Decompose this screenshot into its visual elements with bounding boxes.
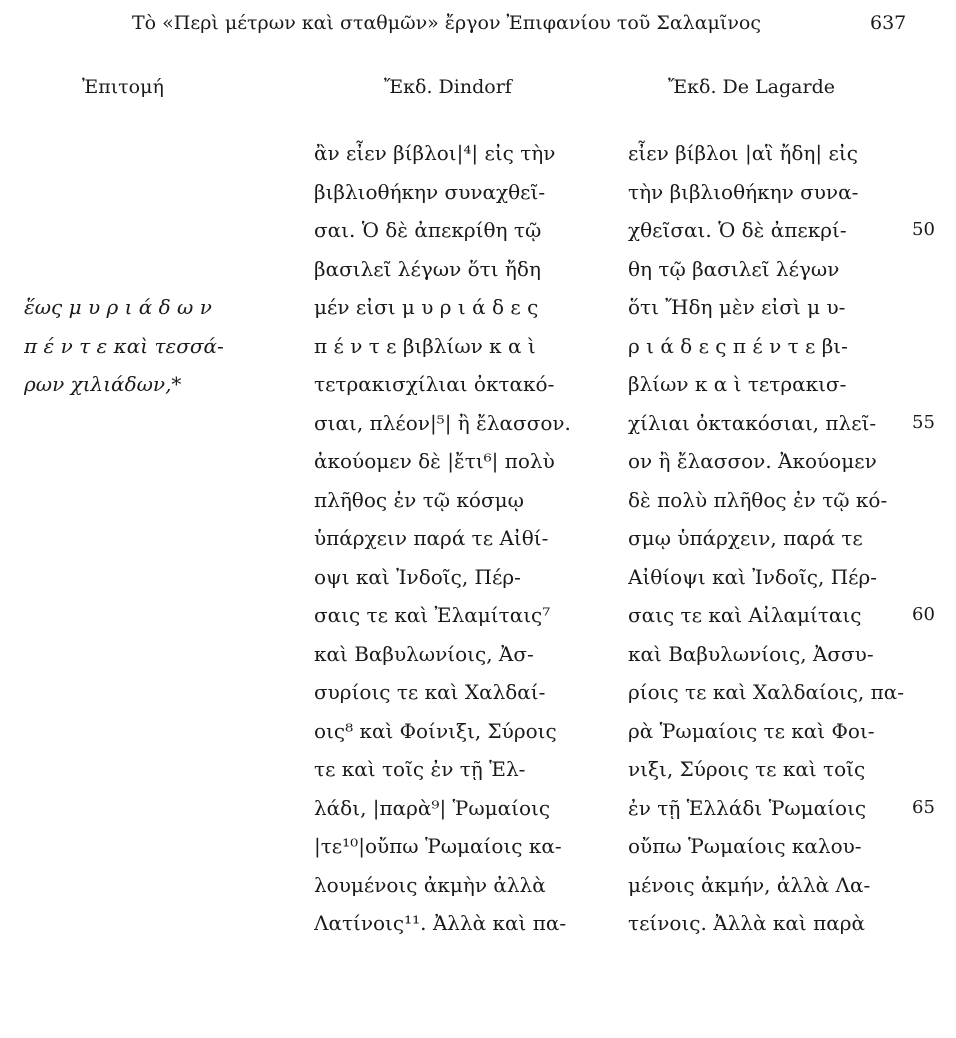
column-heading-de-lagarde: Ἔκδ. De Lagarde (668, 76, 835, 98)
page-number: 637 (870, 12, 907, 34)
text-line: μένοις ἀκμήν, ἀλλὰ Λα- (628, 872, 871, 897)
text-line: ἀκούομεν δὲ |ἔτι⁶| πολὺ (314, 449, 555, 473)
dindorf-column (314, 134, 582, 943)
column-heading-dindorf: Ἔκδ. Dindorf (384, 76, 512, 98)
line-number: 55 (912, 411, 935, 433)
text-line: λάδι, |παρὰ⁹| Ῥωμαίοις (314, 795, 551, 820)
text-line: τετρακισχίλιαι ὀκτακό- (314, 372, 555, 396)
text-line: θη τῷ βασιλεῖ λέγων (628, 256, 840, 281)
text-line: ἐν τῇ Ἑλλάδι Ῥωμαίοις (628, 795, 867, 820)
text-line: ρίοις τε καὶ Χαλδαίοις, πα- (628, 680, 905, 704)
text-line: βλίων κ α ὶ τετρακισ- (628, 372, 847, 396)
text-line: εἶεν βίβλοι |αἳ ἤδη| εἰς (628, 141, 858, 165)
text-line: σιαι, πλέον|⁵| ἢ ἔλασσον. (314, 410, 571, 435)
column-heading-epitome: Ἐπιτομή (82, 76, 164, 98)
text-line: ρων χιλιάδων,* (24, 372, 182, 396)
text-line: Λατίνοις¹¹. Ἀλλὰ καὶ πα- (314, 911, 567, 935)
text-line: τε καὶ τοῖς ἐν τῇ Ἑλ- (314, 757, 526, 781)
text-line: καὶ Βαβυλωνίοις, Ἀσ- (314, 641, 534, 666)
text-line: π έ ν τ ε καὶ τεσσά- (24, 333, 224, 358)
text-line: σαι. Ὁ δὲ ἀπεκρίθη τῷ (314, 218, 542, 242)
text-line: οις⁸ καὶ Φοίνιξι, Σύροις (314, 718, 557, 743)
line-number: 60 (912, 604, 935, 625)
text-line: καὶ Βαβυλωνίοις, Ἀσσυ- (628, 641, 874, 666)
text-line: π έ ν τ ε βιβλίων κ α ὶ (314, 333, 536, 358)
text-line: μέν εἰσι μ υ ρ ι ά δ ε ς (314, 295, 539, 319)
text-line: σμῳ ὑπάρχειν, παρά τε (628, 526, 863, 550)
text-line: ἂν εἶεν βίβλοι|⁴| εἰς τὴν (314, 141, 556, 165)
text-line: ον ἢ ἔλασσον. Ἀκούομεν (628, 449, 877, 473)
text-line: ρ ι ά δ ε ς π έ ν τ ε βι- (628, 333, 848, 358)
text-line: οψι καὶ Ἰνδοῖς, Πέρ- (314, 564, 521, 589)
text-line: χθεῖσαι. Ὁ δὲ ἀπεκρί- (628, 218, 847, 242)
text-line: σαις τε καὶ Αἰλαμίταις (628, 603, 862, 627)
epitome-column (24, 288, 282, 404)
text-line: ὅτι Ἤδη μὲν εἰσὶ μ υ- (628, 295, 846, 319)
line-number: 50 (912, 219, 935, 240)
text-line: τὴν βιβλιοθήκην συνα- (628, 179, 859, 204)
de-lagarde-column (628, 134, 910, 943)
line-number: 65 (912, 796, 935, 818)
page-header (0, 12, 956, 42)
text-line: σαις τε καὶ Ἐλαμίταις⁷ (314, 603, 551, 627)
text-line: δὲ πολὺ πλῆθος ἐν τῷ κό- (628, 487, 888, 512)
text-line: λουμένοις ἀκμὴν ἀλλὰ (314, 872, 546, 897)
text-line: οὔπω Ῥωμαίοις καλου- (628, 834, 862, 858)
text-line: πλῆθος ἐν τῷ κόσμῳ (314, 487, 524, 512)
text-line: Αἰθίοψι καὶ Ἰνδοῖς, Πέρ- (628, 564, 878, 589)
text-line: ρὰ Ῥωμαίοις τε καὶ Φοι- (628, 718, 875, 743)
text-line: νιξι, Σύροις τε καὶ τοῖς (628, 757, 866, 781)
text-line: τείνοις. Ἀλλὰ καὶ παρὰ (628, 911, 866, 935)
text-line: |τε¹⁰|οὔπω Ῥωμαίοις κα- (314, 834, 562, 858)
text-line: χίλιαι ὀκτακόσιαι, πλεῖ- (628, 410, 877, 435)
text-line: ὑπάρχειν παρά τε Αἰθί- (314, 526, 549, 550)
text-line: βιβλιοθήκην συναχθεῖ- (314, 179, 546, 204)
running-title: Τὸ «Περὶ μέτρων καὶ σταθμῶν» ἔργον Ἐπιφανίου τοῦ Σαλαμῖνος (132, 12, 761, 34)
text-line: βασιλεῖ λέγων ὅτι ἤδη (314, 256, 541, 281)
text-line: ἕως μ υ ρ ι ά δ ω ν (24, 295, 212, 319)
text-line: συρίοις τε καὶ Χαλδαί- (314, 680, 546, 704)
